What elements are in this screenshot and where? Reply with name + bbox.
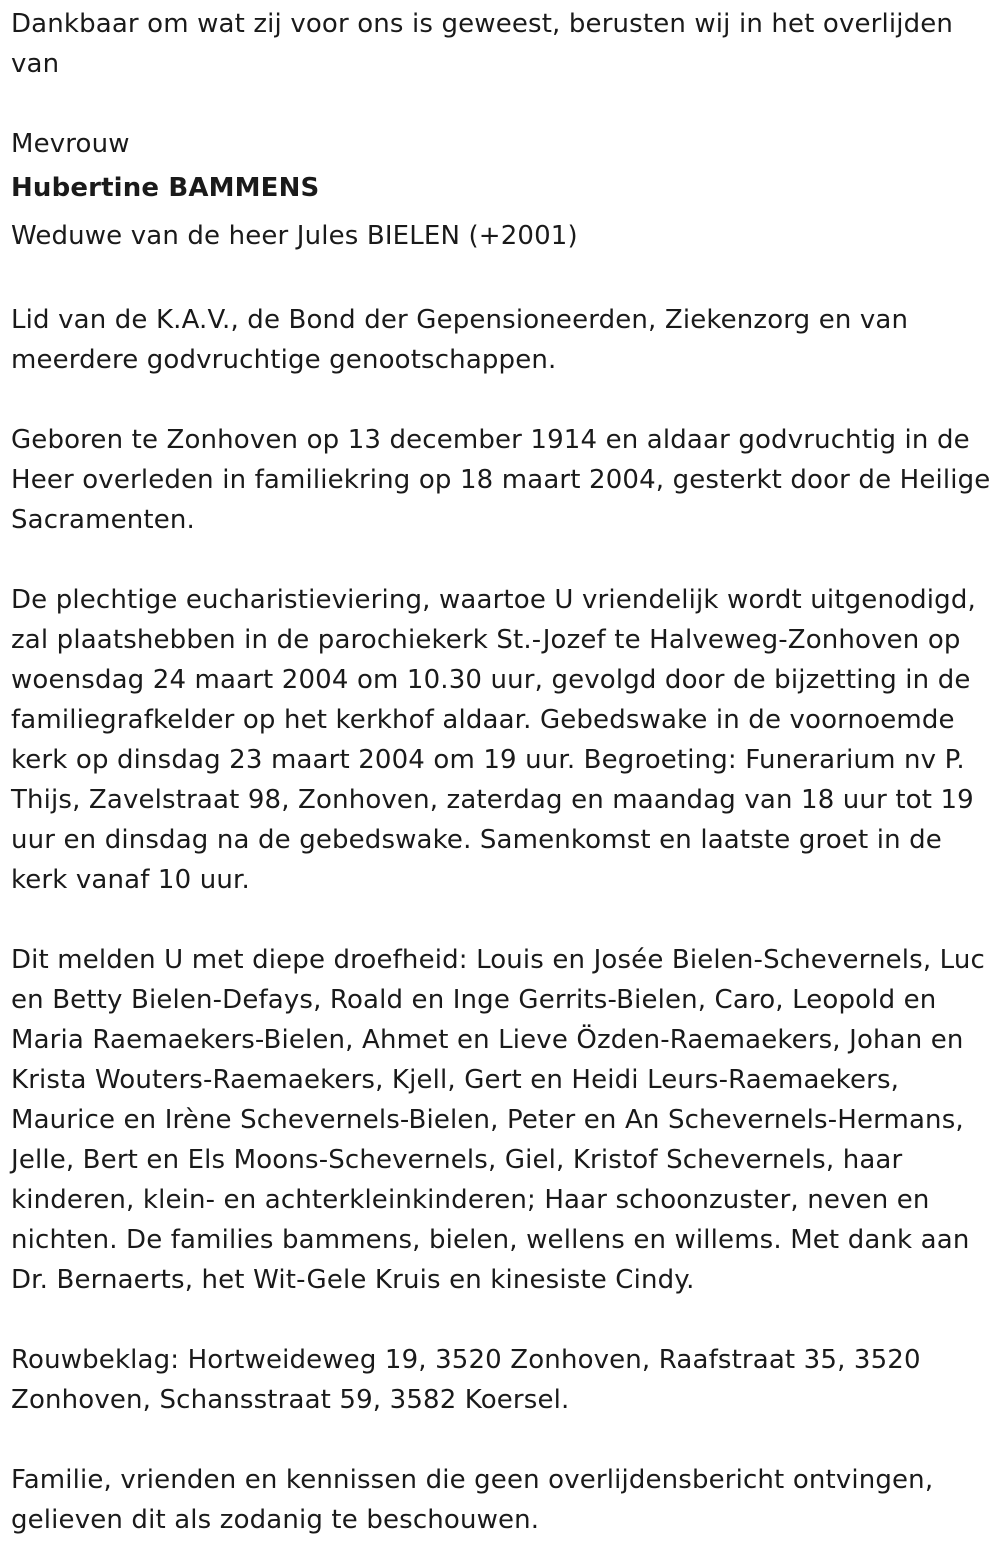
spacer xyxy=(11,540,991,580)
spacer xyxy=(11,1420,991,1460)
condolence-paragraph: Rouwbeklag: Hortweideweg 19, 3520 Zonhoven, Raafstraat 35, 3520 Zonhoven, Schansstraat 59, 3582 Koersel. xyxy=(11,1345,921,1415)
spacer xyxy=(11,1300,991,1340)
spacer xyxy=(11,380,991,420)
family-paragraph: Dit melden U met diepe droefheid: Louis en Josée Bielen-Schevernels, Luc en Betty Bielen-Defays, Roald en Inge Gerrits-Bielen, Caro, Leopold en Maria Raemaekers-Bielen, Ahmet en Lieve Özden-Raemaekers, Johan en Krista Wouters-Raemaekers, Kjell, Gert en Heidi Leurs-Raemaekers, Maurice en Irène Schevernels-Bielen, Peter en An Schevernels-Hermans, Jelle, Bert en Els Moons-Schevernels, Giel, Kristof Schevernels, haar kinderen, klein- en achterkleinkinderen; Haar schoonzuster, neven en nichten. De families bammens, bielen, wellens en willems. Met dank aan Dr. Bernaerts, het Wit-Gele Kruis en kinesiste Cindy. xyxy=(11,945,985,1295)
closing-paragraph: Familie, vrienden en kennissen die geen overlijdensbericht ontvingen, gelieven dit als zodanig te beschouwen. xyxy=(11,1465,934,1535)
birth-death-paragraph: Geboren te Zonhoven op 13 december 1914 en aldaar godvruchtig in de Heer overleden in familiekring op 18 maart 2004, gesterkt door de Heilige Sacramenten. xyxy=(11,425,991,535)
widow-of-line: Weduwe van de heer Jules BIELEN (+2001) xyxy=(11,221,578,251)
intro-text: Dankbaar om wat zij voor ons is geweest, berusten wij in het overlijden van xyxy=(11,9,954,79)
spacer xyxy=(11,260,991,300)
spacer xyxy=(11,84,991,124)
honorific: Mevrouw xyxy=(11,129,130,159)
deceased-name: Hubertine BAMMENS xyxy=(11,173,320,203)
spacer xyxy=(11,900,991,940)
membership-paragraph: Lid van de K.A.V., de Bond der Gepensioneerden, Ziekenzorg en van meerdere godvruchtige genootschappen. xyxy=(11,305,909,375)
obituary-notice xyxy=(11,4,991,1540)
ceremony-paragraph: De plechtige eucharistieviering, waartoe U vriendelijk wordt uitgenodigd, zal plaatshebben in de parochiekerk St.-Jozef te Halveweg-Zonhoven op woensdag 24 maart 2004 om 10.30 uur, gevolgd door de bijzetting in de familiegrafkelder op het kerkhof aldaar. Gebedswake in de voornoemde kerk op dinsdag 23 maart 2004 om 19 uur. Begroeting: Funerarium nv P. Thijs, Zavelstraat 98, Zonhoven, zaterdag en maandag van 18 uur tot 19 uur en dinsdag na de gebedswake. Samenkomst en laatste groet in de kerk vanaf 10 uur. xyxy=(11,585,976,895)
